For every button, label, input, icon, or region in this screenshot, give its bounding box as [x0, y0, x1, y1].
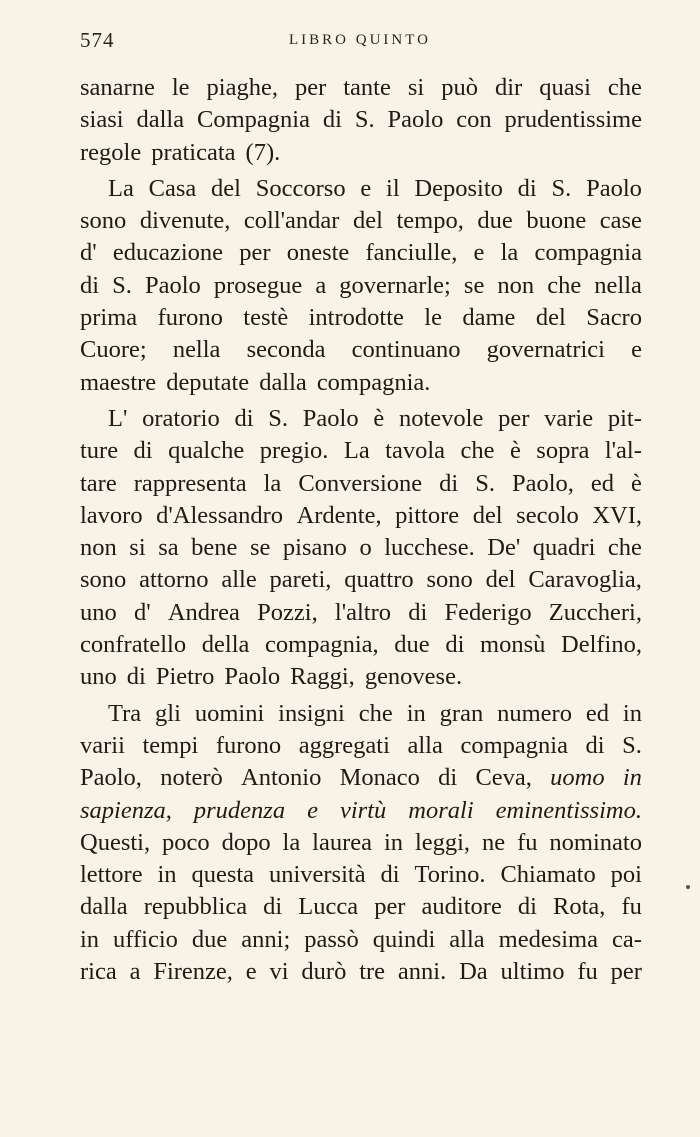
word: La — [108, 174, 134, 202]
word: in — [406, 699, 426, 727]
word: prosegue — [213, 271, 303, 299]
word: compagnia. — [316, 368, 431, 396]
word: genovese. — [364, 663, 463, 691]
word: o — [359, 534, 372, 562]
text-line — [80, 104, 642, 136]
word: sanarne — [80, 74, 155, 101]
word: dalla — [259, 368, 307, 396]
word: Zuccheri, — [548, 598, 642, 626]
word: sa — [158, 534, 179, 562]
word: siasi — [80, 106, 124, 134]
word: il — [386, 174, 400, 202]
word: confratello — [80, 631, 187, 659]
text-line — [80, 564, 642, 596]
word: l'altro — [334, 598, 392, 626]
word: tempi — [142, 731, 199, 759]
text-line — [80, 270, 642, 302]
word: compagnia — [534, 239, 642, 267]
word: aggregati — [298, 731, 390, 759]
word: governatrici — [486, 336, 605, 364]
word: Paolo — [144, 271, 201, 299]
word: maestre — [80, 368, 157, 396]
word: Conversione — [298, 469, 423, 497]
word: Firenze, — [153, 958, 233, 986]
word: sapienza, — [80, 796, 172, 824]
word: quasi — [539, 74, 591, 101]
word: tante — [343, 74, 391, 101]
word: varii — [80, 731, 125, 759]
word: fanciulle, — [365, 239, 458, 267]
text-line — [80, 302, 642, 334]
word: deputate — [166, 368, 250, 396]
text-line — [80, 859, 642, 891]
text-line — [80, 827, 642, 859]
word: Paolo — [302, 404, 359, 432]
word: tre — [359, 958, 386, 986]
word: ed — [590, 469, 615, 497]
word: compagnia, — [265, 631, 379, 659]
word: numero — [497, 699, 572, 727]
word: se — [249, 534, 271, 562]
word: repubblica — [143, 893, 248, 921]
word: S. — [551, 174, 572, 202]
word: noterò — [160, 764, 223, 792]
word: per — [374, 893, 406, 921]
word: qualche — [168, 437, 245, 465]
word: introdotte — [308, 304, 404, 332]
word: non — [80, 534, 117, 562]
word: Soccorso — [255, 174, 346, 202]
word: praticata — [151, 138, 236, 166]
word: medesima — [498, 925, 598, 953]
text-line — [80, 237, 642, 269]
word: seconda — [246, 336, 326, 364]
word: auditore — [421, 893, 502, 921]
word: si — [407, 74, 425, 101]
word: leggi, — [414, 828, 471, 856]
word: d' — [133, 598, 151, 626]
word: La — [343, 437, 370, 465]
word: uomini — [194, 699, 265, 727]
word: attorno — [139, 566, 209, 594]
word: rica — [80, 958, 117, 986]
word: Ardente, — [296, 501, 382, 529]
body-text — [80, 72, 642, 988]
word: la — [263, 469, 282, 497]
text-line — [80, 403, 642, 435]
word: oratorio — [142, 404, 220, 432]
word: De' — [487, 534, 521, 562]
page-number: 574 — [80, 28, 115, 52]
word: eminentissimo. — [495, 796, 642, 824]
word: anni. — [397, 958, 447, 986]
word: S. — [354, 106, 375, 134]
word: e — [360, 174, 372, 202]
word: fu — [577, 958, 598, 986]
word: (7). — [245, 138, 281, 166]
word: sono — [426, 566, 473, 594]
text-line — [80, 597, 642, 629]
word: del — [535, 304, 566, 332]
word: in — [622, 699, 642, 727]
word: può — [441, 74, 478, 101]
word: Tra — [108, 699, 142, 727]
word: secolo — [516, 501, 579, 529]
word: rappresenta — [133, 469, 247, 497]
text-line — [80, 532, 642, 564]
word: Delfino, — [561, 631, 642, 659]
word: Federigo — [444, 598, 532, 626]
word: nominato — [549, 828, 642, 856]
word: divenute, — [139, 207, 231, 235]
word: compagnia — [460, 731, 568, 759]
word: per — [498, 404, 530, 432]
word: notevole — [398, 404, 484, 432]
word: uno — [80, 663, 117, 691]
word: anni; — [241, 925, 291, 953]
word: dopo — [221, 828, 271, 856]
text-line — [80, 730, 642, 762]
word: che — [607, 534, 642, 562]
word: regole — [80, 138, 142, 166]
text-line — [80, 468, 642, 500]
word: ufficio — [113, 925, 178, 953]
word: Sacro — [586, 304, 642, 332]
word: Questi, — [80, 828, 151, 856]
word: tare — [80, 469, 117, 497]
word: e — [307, 796, 318, 824]
word: dame — [462, 304, 516, 332]
word: è — [509, 437, 521, 465]
word: S. — [622, 731, 642, 759]
word: di — [234, 404, 254, 432]
word: le — [171, 74, 190, 101]
running-title: LIBRO QUINTO — [289, 32, 431, 48]
text-line — [80, 762, 642, 794]
word: laurea — [312, 828, 372, 856]
word: di — [380, 861, 400, 889]
word: sono — [80, 566, 127, 594]
word: lucchese. — [384, 534, 475, 562]
word: Caravoglia, — [528, 566, 642, 594]
word: e — [245, 958, 257, 986]
word: Pietro — [155, 663, 215, 691]
word: due — [394, 631, 430, 659]
word: l'al- — [604, 437, 642, 465]
word: questa — [191, 861, 255, 889]
word: alla — [407, 731, 443, 759]
word: prudenza — [193, 796, 286, 824]
word: del — [472, 501, 503, 529]
word: in — [383, 828, 403, 856]
word: poi — [610, 861, 642, 889]
word: Compagnia — [197, 106, 310, 134]
text-line — [80, 500, 642, 532]
text-line — [80, 661, 642, 693]
word: ultimo — [500, 958, 565, 986]
word: d'Alessandro — [156, 501, 284, 529]
word: nella — [594, 271, 642, 299]
word: Andrea — [167, 598, 240, 626]
word: prima — [80, 304, 138, 332]
word: d' — [80, 239, 97, 267]
word: virtù — [340, 796, 387, 824]
word: Antonio — [241, 764, 322, 792]
word: coll'andar — [243, 207, 340, 235]
word: quadri — [532, 534, 596, 562]
word: del — [211, 174, 241, 202]
word: dalla — [80, 893, 128, 921]
word: di — [322, 106, 342, 134]
word: tempo, — [396, 207, 464, 235]
word: pisano — [282, 534, 347, 562]
text-line — [80, 629, 642, 661]
word: Deposito — [414, 174, 503, 202]
word: in — [157, 861, 177, 889]
word: università — [268, 861, 366, 889]
word: a — [315, 271, 327, 299]
text-line — [80, 367, 642, 399]
word: e — [631, 336, 642, 364]
word: in — [622, 764, 642, 792]
word: pregio. — [259, 437, 329, 465]
word: che — [460, 437, 495, 465]
text-line — [80, 924, 642, 956]
word: la — [282, 828, 301, 856]
word: ne — [482, 828, 506, 856]
text-line — [80, 334, 642, 366]
word: Da — [459, 958, 488, 986]
word: per — [239, 239, 271, 267]
text-line — [80, 137, 642, 169]
word: buone — [526, 207, 587, 235]
word: L' — [108, 404, 128, 432]
page-header — [80, 28, 640, 54]
word: si — [129, 534, 146, 562]
word: uomo — [550, 764, 605, 792]
word: governarle; — [339, 271, 451, 299]
word: che — [547, 271, 582, 299]
text-line — [80, 795, 642, 827]
word: di — [263, 893, 283, 921]
word: Paolo — [586, 174, 642, 202]
text-line — [80, 956, 642, 988]
word: poco — [162, 828, 210, 856]
word: uno — [80, 598, 117, 626]
word: nella — [172, 336, 221, 364]
word: educazione — [112, 239, 224, 267]
word: Chiamato — [500, 861, 596, 889]
word: Rota, — [553, 893, 606, 921]
word: lettore — [80, 861, 143, 889]
word: di — [585, 731, 605, 759]
word: pittore — [395, 501, 460, 529]
word: sono — [80, 207, 127, 235]
word: Raggi, — [290, 663, 355, 691]
word: furono — [157, 304, 223, 332]
word: di — [445, 631, 465, 659]
word: due — [477, 207, 513, 235]
word: gli — [155, 699, 181, 727]
word: oneste — [286, 239, 350, 267]
word: alla — [449, 925, 485, 953]
word: pit- — [607, 404, 642, 432]
word: S. — [268, 404, 289, 432]
word: XVI, — [592, 501, 642, 529]
word: della — [201, 631, 250, 659]
word: a — [129, 958, 141, 986]
word: varie — [544, 404, 594, 432]
word: di — [517, 174, 537, 202]
word: del — [485, 566, 516, 594]
word: bene — [191, 534, 238, 562]
word: ture — [80, 437, 119, 465]
word: che — [358, 699, 393, 727]
word: la — [500, 239, 519, 267]
word: insigni — [278, 699, 345, 727]
word: per — [294, 74, 327, 101]
word: morali — [408, 796, 474, 824]
word: che — [607, 74, 642, 101]
word: lavoro — [80, 501, 143, 529]
text-line — [80, 173, 642, 205]
word: furono — [215, 731, 282, 759]
word: dir — [494, 74, 523, 101]
word: due — [191, 925, 228, 953]
word: passò — [304, 925, 359, 953]
text-line — [80, 72, 642, 104]
word: pareti, — [269, 566, 332, 594]
word: sopra — [536, 437, 590, 465]
word: Paolo — [224, 663, 281, 691]
word: Cuore; — [80, 336, 147, 364]
word: Paolo, — [511, 469, 574, 497]
word: Monaco — [339, 764, 420, 792]
word: Lucca — [298, 893, 359, 921]
word: prudentissime — [504, 106, 642, 134]
word: vi — [269, 958, 289, 986]
word: tavola — [385, 437, 446, 465]
word: per — [610, 958, 642, 986]
word: le — [424, 304, 442, 332]
text-line — [80, 435, 642, 467]
word: di — [438, 764, 458, 792]
word: in — [80, 925, 100, 953]
word: testè — [243, 304, 289, 332]
word: se — [463, 271, 485, 299]
word: e — [473, 239, 485, 267]
word: di — [439, 469, 459, 497]
word: alle — [221, 566, 257, 594]
word: di — [517, 893, 537, 921]
word: con — [456, 106, 492, 134]
word: continuano — [351, 336, 461, 364]
word: piaghe, — [206, 74, 278, 101]
word: Pozzi, — [257, 598, 318, 626]
word: fu — [621, 893, 642, 921]
word: di — [133, 437, 153, 465]
text-line — [80, 205, 642, 237]
word: monsù — [480, 631, 546, 659]
word: quindi — [372, 925, 436, 953]
word: ed — [585, 699, 609, 727]
word: durò — [301, 958, 347, 986]
word: gran — [439, 699, 484, 727]
word: ca- — [611, 925, 642, 953]
word: dalla — [136, 106, 185, 134]
word: Ceva, — [475, 764, 532, 792]
margin-speck — [686, 885, 690, 889]
word: di — [126, 663, 146, 691]
word: non — [497, 271, 535, 299]
word: di — [408, 598, 428, 626]
text-line — [80, 698, 642, 730]
word: è — [631, 469, 642, 497]
word: Paolo — [387, 106, 444, 134]
word: del — [353, 207, 383, 235]
word: case — [599, 207, 642, 235]
word: di — [80, 271, 100, 299]
word: S. — [112, 271, 132, 299]
word: Casa — [148, 174, 197, 202]
word: Paolo, — [80, 764, 142, 792]
text-line — [80, 891, 642, 923]
word: Torino. — [414, 861, 486, 889]
word: quattro — [344, 566, 414, 594]
word: S. — [475, 469, 495, 497]
word: è — [373, 404, 385, 432]
word: fu — [517, 828, 538, 856]
